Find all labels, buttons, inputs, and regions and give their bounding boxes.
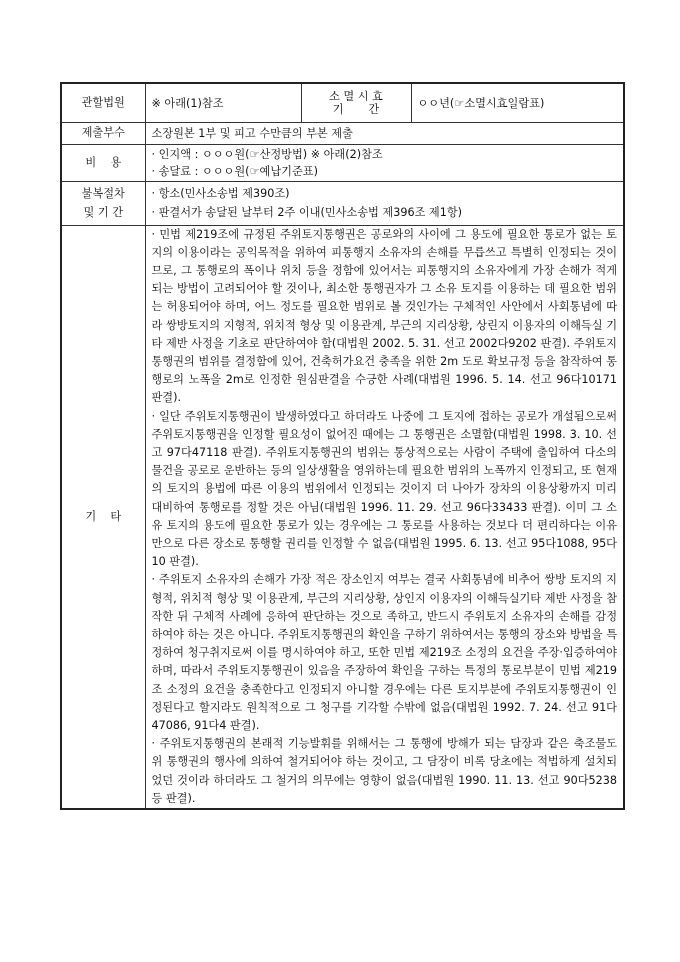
cost-line-service: · 송달료 : ㅇㅇㅇ원(☞예납기준표) (151, 164, 318, 178)
limitation-label-line-2: 기 간 (332, 102, 380, 116)
row-etc (61, 225, 624, 809)
etc-paragraph-4: · 주위토지통행권의 본래적 기능발휘를 위해서는 그 통행에 방해가 되는 담장과 같은 축조물도 위 통행권의 행사에 의하여 철거되어야 하는 것이고, 그 담장이 비록 당초에는 적법하게 설치되었던 것이라 하더라도 그 철거의 의무에는 영향이 없음(대법원 1990. 11. 13. 선고 90다5238 등 판결). (151, 737, 617, 805)
appeal-label-line-2: 및 기 간 (83, 206, 124, 219)
etc-paragraph-3: · 주위토지 소유자의 손해가 가장 적은 장소인지 여부는 결국 사회통념에 비추어 쌍방 토지의 지형적, 위치적 형상 및 이용관계, 부근의 지리상황, 상인지 이용자의 이해득실기타 제반 사정을 참작한 뒤 구체적 사례에 응하여 판단하는 것으로 족하고, 반드시 주위토지 소유자의 손해를 감정하여야 하는 것은 아니다. 주위토지통행권의 확인을 구하기 위하여서는 통행의 장소와 방법을 특정하여 청구취지로써 이를 명시하여야 하고, 또한 민법 제219조 소정의 요건을 주장·입증하여야 하며, 따라서 주위토지통행권이 있음을 주장하여 확인을 구하는 특정의 통로부분이 민법 제219조 소정의 요건을 충족한다고 인정되지 아니할 경우에는 다른 토지부분에 주위토지통행권이 인정된다고 할지라도 원칙적으로 그 청구를 기각할 수밖에 없음(대법원 1992. 7. 24. 선고 91다47086, 91다4 판결). (151, 573, 617, 732)
submit-value: 소장원본 1부 및 피고 수만큼의 부본 제출 (145, 122, 624, 144)
cost-line-stamp: · 인지액 : ㅇㅇㅇ원(☞산정방법) ※ 아래(2)참조 (151, 147, 383, 161)
appeal-value (145, 181, 624, 225)
row-appeal (61, 181, 624, 225)
appeal-line-2: · 판결서가 송달된 날부터 2주 이내(민사소송법 제396조 제1항) (151, 206, 463, 219)
appeal-label (61, 181, 145, 225)
cost-label: 비 용 (61, 144, 145, 181)
etc-value (145, 225, 624, 809)
row-cost (61, 144, 624, 181)
limitation-label-line-1: 소 멸 시 효 (329, 89, 383, 103)
etc-paragraph-1: · 민법 제219조에 규정된 주위토지통행권은 공로와의 사이에 그 용도에 필요한 통로가 없는 토지의 이용이라는 공익목적을 위하여 피통행지 소유자의 손해를 무릅쓰고 특별히 인정되는 것이므로, 그 통행로의 폭이나 위치 등을 정함에 있어서는 피통행지의 소유자에게 가장 손해가 적게 되는 방법이 고려되어야 할 것이나, 최소한 통행권자가 그 소유 토지를 이용하는 데 필요한 범위는 허용되어야 하며, 어느 정도를 필요한 범위로 볼 것인가는 구체적인 사안에서 사회통념에 따라 쌍방토지의 지형적, 위치적 형상 및 이용관계, 부근의 지리상황, 상린지 이용자의 이해득실 기타 제반 사정을 기초로 판단하여야 함(대법원 2002. 5. 31. 선고 2002다9202 판결). 주위토지통행권의 범위를 결정함에 있어, 건축허가요건 충족을 위한 2m 도로 확보규정 등을 참작하여 통행로의 노폭을 2m로 인정한 원심판결을 수긍한 사례(대법원 1996. 5. 14. 선고 96다10171 판결). (151, 227, 617, 405)
limitation-value: ㅇㅇ년(☞소멸시효일람표) (411, 83, 624, 122)
cost-value (145, 144, 624, 181)
row-court (61, 83, 624, 122)
row-submit (61, 122, 624, 144)
appeal-label-line-1: 불복절차 (81, 187, 125, 200)
appeal-line-1: · 항소(민사소송법 제390조) (151, 187, 290, 200)
limitation-label (301, 83, 411, 122)
document-table (60, 82, 625, 810)
submit-label: 제출부수 (61, 122, 145, 144)
court-value: ※ 아래(1)참조 (145, 83, 301, 122)
court-label: 관할법원 (61, 83, 145, 122)
etc-label: 기 타 (61, 225, 145, 809)
etc-paragraph-2: · 일단 주위토지통행권이 발생하였다고 하더라도 나중에 그 토지에 접하는 공로가 개설됨으로써 주위토지통행권을 인정할 필요성이 없어진 때에는 그 통행권은 소멸함(대법원 1998. 3. 10. 선고 97다47118 판결). 주위토지통행권의 범위는 통상적으로는 사람이 주택에 출입하여 다소의 물건을 공로로 운반하는 등의 일상생활을 영위하는데 필요한 범위의 노폭까지 인정되고, 또 현재의 토지의 용법에 따른 이용의 범위에서 인정되는 것이지 더 나아가 장차의 이용상황까지 미리 대비하여 통행로를 정할 것은 아님(대법원 1996. 11. 29. 선고 96다33433 판결). 이미 그 소유 토지의 용도에 필요한 통로가 있는 경우에는 그 통로를 사용하는 것보다 더 편리하다는 이유만으로 다른 장소로 통행할 권리를 인정할 수 없음(대법원 1995. 6. 13. 선고 95다1088, 95다10 판결). (151, 409, 617, 569)
